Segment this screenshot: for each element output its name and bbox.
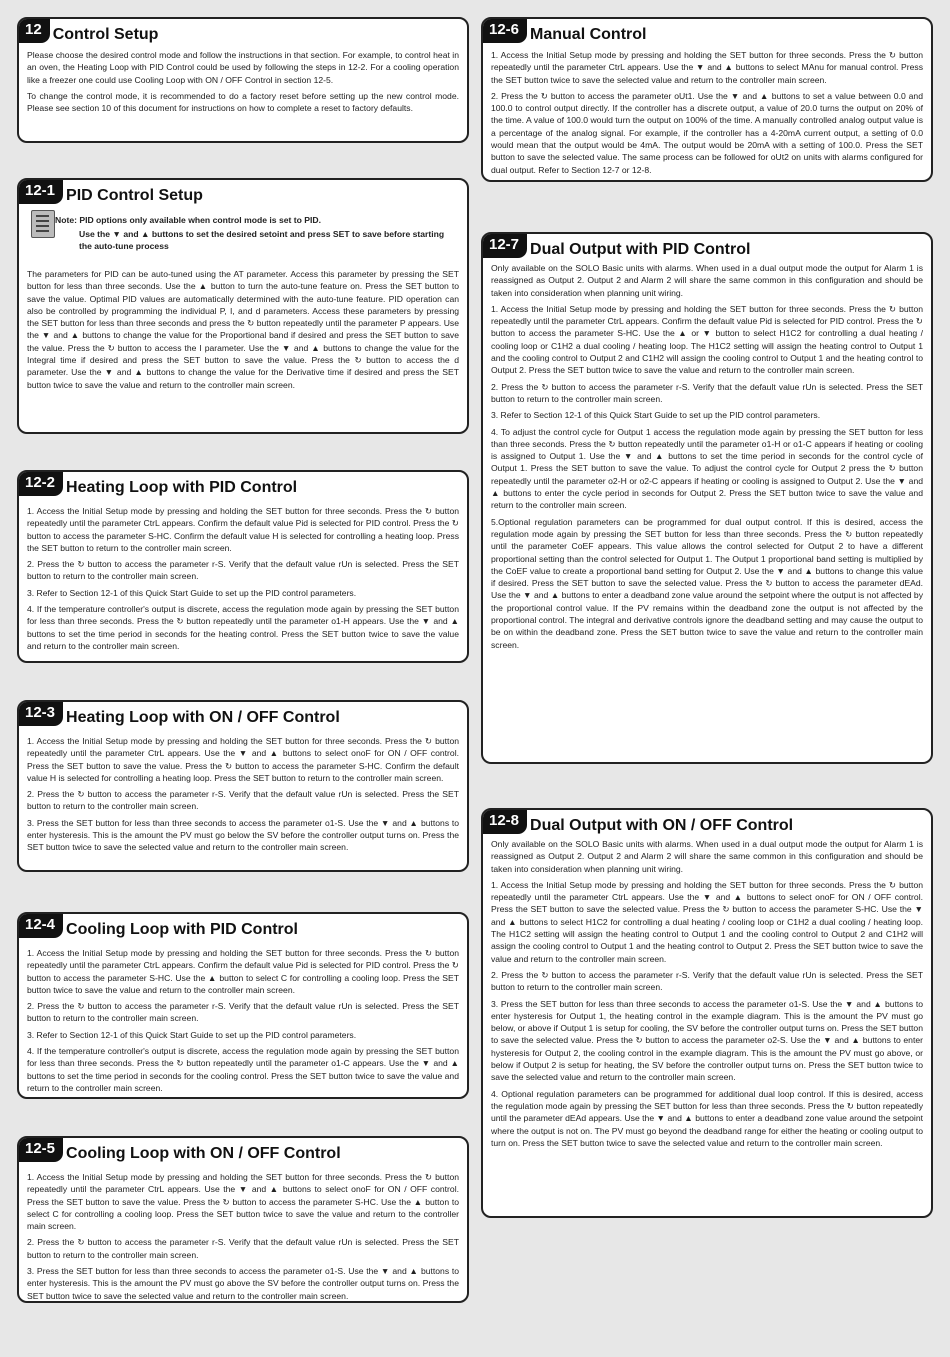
paragraph: 3. Press the SET button for less than three seconds to access the parameter o1-S. Use the ▼ and ▲ buttons to enter hysteresis. This is the amount the PV must go below the SV before the controller output turns on. Press the SET button twice to save the selected value and return to the controller main screen.: [27, 817, 459, 853]
paragraph: 4. To adjust the control cycle for Output 1 access the regulation mode again by pressing the SET button for less than three seconds. Press the ↻ button repeatedly until the parameter o1-H or o1-C appears if heating or cooling is assigned to Output 1. Use the ▼ and ▲ buttons to set the time period in seconds for the control cycle of Output 1. Press the SET button to save the value. To adjust the control cycle for Output 2 press the ↻ button repeatedly until the parameter o2-H or o2-C appears if heating or cooling is assigned to Output 2. Use the ▼ and ▲ buttons to enter the cycle period in seconds for Output 2. Press the SET button twice to save the value and return to the controller main screen.: [491, 426, 923, 511]
section-number: 12-2: [17, 470, 63, 496]
paragraph: 1. Access the Initial Setup mode by pressing and holding the SET button for three seconds. Press the ↻ button repeatedly until the parameter CtrL appears. Use the ▼ and ▲ buttons to select onoF for ON / OFF control. Press the SET button to save the value. Press the ↻ button to access the parameter S-HC. Use the ▲ button to select C for controlling a cooling loop. Press the SET button twice to save the value and return to the controller main screen.: [27, 1172, 459, 1232]
section-number: 12-5: [17, 1136, 63, 1162]
section-12: [17, 17, 469, 143]
section-title: Control Setup: [52, 26, 159, 43]
section-12-6: [481, 17, 933, 182]
section-title: PID Control Setup: [66, 187, 203, 204]
note-instruction: Use the ▼ and ▲ buttons to set the desired setoint and press SET to save before starting the auto-tune process: [79, 229, 445, 251]
paragraph: The parameters for PID can be auto-tuned using the AT parameter. Access this parameter by pressing the SET button for less than three seconds. Use the ▲ button to turn the auto-tune feature on. Press the SET button to save the value. Optimal PID values are automatically determined with the auto-tune feature. PID operation can also be controlled by programming the individual P, I, and d parameters. Access these parameters by pressing the SET button for less than three seconds and press the ↻ button repeatedly until the parameter P appears. Use the ▼ and ▲ buttons to change the value for the Proportional band if desired and press the SET button to save the value. Press the ↻ button to access the I parameter. Use the ▼ and ▲ buttons to change the value for the Integral time if desired and press the SET button to save the value. Press the ↻ button to access the d parameter. Use the ▼ and ▲ buttons to change the value for the Derivative time if desired and press the SET button twice to save the value and return to the controller main screen.: [27, 269, 459, 390]
paragraph: 2. Press the ↻ button to access the parameter oUt1. Use the ▼ and ▲ buttons to set a value between 0.0 and 100.0 to control output directly. If the controller has a discrete output, a value of 20.0 turns the output on 20% of the time. A value of 100.0 would turn the output on 100% of the time. A manually controlled analog output value is a percentage of the analog signal. For example, if the controller has a 4-20mA current output, a setting of 0.0 would mean that the output would be 4mA. The output would be 20mA with a setting of 100.0. Press the SET button to save the selected value. The same process can be followed for oUt2 on units with alarms configured for dual output. Refer to Section 12-7 or 12-8.: [491, 90, 923, 175]
paragraph: 1. Access the Initial Setup mode by pressing and holding the SET button for three seconds. Press the ↻ button repeatedly until the parameter CtrL appears. Use the ▼ and ▲ buttons to select onoF for ON / OFF control. Press the SET button to save the value. Press the ↻ button to access the parameter S-HC. Confirm the default value H is selected for controlling a heating loop. Press the SET button to return to the controller main screen.: [27, 736, 459, 783]
section-number: 12-4: [17, 912, 63, 938]
section-title: Heating Loop with PID Control: [66, 479, 298, 496]
section-number: 12-8: [481, 808, 527, 834]
section-number: 12: [17, 17, 50, 43]
paragraph: 3. Press the SET button for less than three seconds to access the parameter o1-S. Use the ▼ and ▲ buttons to enter hysteresis for Output 1, the heating control in the example diagram. This is the amount the PV must go below, or above if Output 1 is setup for cooling, the SV before the controller output turns on. Press the SET button to save the selected value. Press the ↻ button to access the parameter o2-S. Use the ▼ and ▲ buttons to enter hysteresis for Output 2, the cooling control in the example diagram. This is the amount the PV must go above, or below if Output 2 is setup for heating, the SV before the controller output turns on. Press the SET button twice to save the selected value and return to the controller main screen.: [491, 998, 923, 1083]
paragraph: Only available on the SOLO Basic units with alarms. When used in a dual output mode the output for Alarm 1 is reassigned as Output 2. Output 2 and Alarm 2 will share the same common in this configuration and should be taken into consideration when planning unit wiring.: [491, 839, 923, 874]
section-12-1: [17, 178, 469, 434]
paragraph: 1. Access the Initial Setup mode by pressing and holding the SET button for three seconds. Press the ↻ button repeatedly until the parameter CtrL appears. Confirm the default value Pid is selected for PID control. Press the ↻ button to access the parameter S-HC. Confirm the default value H is selected for controlling a heating loop. Press the SET button to return to the controller main screen.: [27, 506, 460, 553]
section-number: 12-7: [481, 232, 527, 258]
section-number: 12-6: [481, 17, 527, 43]
paragraph: 3. Refer to Section 12-1 of this Quick Start Guide to set up the PID control parameters.: [491, 410, 821, 421]
paragraph: Only available on the SOLO Basic units with alarms. When used in a dual output mode the output for Alarm 1 is reassigned as Output 2. Output 2 and Alarm 2 will share the same common in this configuration and should be taken into consideration when planning unit wiring.: [491, 263, 923, 298]
section-title: Dual Output with ON / OFF Control: [530, 817, 794, 834]
paragraph: 2. Press the ↻ button to access the parameter r-S. Verify that the default value rUn is selected. Press the SET button to return to the controller main screen.: [491, 381, 923, 404]
paragraph: 4. If the temperature controller's output is discrete, access the regulation mode again by pressing the SET button for less than three seconds. Press the ↻ button repeatedly until the parameter o1-H appears. Use the ▼ and ▲ buttons to set the time period in seconds for the heating control. Press the SET button twice to save the value and return to the controller main screen.: [27, 604, 459, 651]
paragraph: 5.Optional regulation parameters can be programmed for dual output control. If this is desired, access the regulation mode again by pressing the SET button for less than three seconds. Press the ↻ button repeatedly until the parameter CoEF appears. This value allows the control selected for Output 2 to have a different proportional setting than the control selected for Output 1. The Output 1 proportional band setting is multiplied by the CoEF value to create a proportional band setting for Output 2. Use the ▼ and ▲ buttons to change this value if desired. Press the SET button to save the selected value. Press the ↻ button to access the parameter dEAd. Use the ▼ and ▲ buttons to enter a deadband zone value around the setpoint where the output is not affected by the proportional control value. If the PV remains within the deadband zone the output is not affected by the proportional control. The integral and derivative controls ignore the deadband setting and may cause the output to be on within the deadband zone. Press the SET button twice to save the value and return to the controller main screen.: [491, 516, 923, 650]
paragraph: 2. Press the ↻ button to access the parameter r-S. Verify that the default value rUn is selected. Press the SET button to return to the controller main screen.: [27, 559, 459, 582]
paragraph: 1. Access the Initial Setup mode by pressing and holding the SET button for three seconds. Press the ↻ button repeatedly until the parameter CtrL appears. Confirm the default value Pid is selected for PID control. Press the ↻ button to access the parameter S-HC. Use the ▲ or ▼ button to select H1C2 for controlling a dual heating / cooling loop or C1H2 a dual cooling / heating loop. The H1C2 setting will assign the heating control to Output 1 and the cooling control to Output 2 and C1H2 will assign the cooling control to Output 1 and the heating control to Output 2. Press the SET button twice to save the value and return to the controller main screen.: [491, 303, 924, 376]
paragraph: 4. If the temperature controller's output is discrete, access the regulation mode again by pressing the SET button for less than three seconds. Press the ↻ button repeatedly until the parameter o1-C appears. Use the ▼ and ▲ buttons to set the time period in seconds for the cooling control. Press the SET button twice to save the value and return to the controller main screen.: [27, 1046, 459, 1093]
section-title: Dual Output with PID Control: [530, 241, 751, 258]
paragraph: 4. Optional regulation parameters can be programmed for additional dual loop control. If this is desired, access the regulation mode again by pressing the SET button for less than three seconds. Press the ↻ button repeatedly until the parameter dEAd appears. Use the ▼ and ▲ buttons to enter a deadband zone value around the setpoint where the output is not on. The PV must go beyond the deadband range for either the heating or cooling output to turn on. Press the SET button twice to save the selected value and return to the controller main screen.: [491, 1088, 923, 1148]
paragraph: To change the control mode, it is recommended to do a factory reset before setting up the new control mode. Please see section 10 of this document for instructions on how to complete a reset to factory defaults.: [27, 90, 459, 114]
section-title: Cooling Loop with PID Control: [66, 921, 298, 938]
section-number: 12-1: [17, 178, 63, 204]
note-text: Note: PID options only available when control mode is set to PID.: [55, 215, 321, 225]
section-title: Heating Loop with ON / OFF Control: [66, 709, 340, 726]
paragraph: 1. Access the Initial Setup mode by pressing and holding the SET button for three seconds. Press the ↻ button repeatedly until the parameter CtrL appears. Use the ▼ and ▲ buttons to select onoF for ON / OFF control. Press the SET button to save the selected value. Press the ↻ button to access the parameter S-HC. Use the ▼ and ▲ buttons to select H1C2 for controlling a dual heating / cooling loop or C1H2 a dual cooling / heating loop. The H1C2 setting will assign the heating control to Output 1 and the cooling control to Output 2 and C1H2 will assign the cooling control to Output 1 and the heating control to Output 2. Press the SET button twice to save the value and return to the controller main screen.: [491, 879, 923, 964]
section-number: 12-3: [17, 700, 63, 726]
paragraph: 2. Press the ↻ button to access the parameter r-S. Verify that the default value rUn is selected. Press the SET button to return to the controller main screen.: [491, 969, 923, 993]
section-12-7: [481, 232, 933, 764]
paragraph: 3. Refer to Section 12-1 of this Quick Start Guide to set up the PID control parameters.: [27, 1029, 357, 1040]
paragraph: 1. Access the Initial Setup mode by pressing and holding the SET button for three seconds. Press the ↻ button repeatedly until the parameter CtrL appears. Confirm the default value Pid is selected for PID control. Press the ↻ button to access the parameter S-HC. Use the ▲ button to select C for controlling a cooling loop. Press the SET button twice to save the value and return to the controller main screen.: [27, 948, 460, 995]
note-icon: [31, 210, 55, 238]
paragraph: 2. Press the ↻ button to access the parameter r-S. Verify that the default value rUn is selected. Press the SET button to return to the controller main screen.: [27, 1237, 459, 1260]
paragraph: 3. Refer to Section 12-1 of this Quick Start Guide to set up the PID control parameters.: [27, 587, 357, 598]
section-title: Cooling Loop with ON / OFF Control: [66, 1145, 341, 1162]
paragraph: 3. Press the SET button for less than three seconds to access the parameter o1-S. Use the ▼ and ▲ buttons to enter hysteresis. This is the amount the PV must go above the SV before the controller output turns on. Press the SET button twice to save the selected value and return to the controller main screen.: [27, 1266, 459, 1301]
section-12-2: [17, 470, 469, 663]
paragraph: Please choose the desired control mode and follow the instructions in that section. For example, to control heat in an oven, the Heating Loop with PID Control could be used by following the steps in 12-2. For a cooling operation like a freezer one could use Cooling Loop with ON / OFF Control in section 12-5.: [27, 50, 459, 85]
section-12-3: [17, 700, 469, 872]
section-title: Manual Control: [530, 26, 647, 43]
paragraph: 2. Press the ↻ button to access the parameter r-S. Verify that the default value rUn is selected. Press the SET button to return to the controller main screen.: [27, 789, 459, 812]
paragraph: 1. Access the Initial Setup mode by pressing and holding the SET button for three seconds. Press the ↻ button repeatedly until the parameter CtrL appears. Use the ▼ and ▲ buttons to select MAnu for manual control. Press the SET button twice to save the selected value and return to the controller main screen.: [491, 50, 923, 85]
section-12-4: [17, 912, 469, 1099]
section-12-8: [481, 808, 933, 1218]
paragraph: 2. Press the ↻ button to access the parameter r-S. Verify that the default value rUn is selected. Press the SET button to return to the controller main screen.: [27, 1001, 459, 1024]
section-12-5: [17, 1136, 469, 1303]
